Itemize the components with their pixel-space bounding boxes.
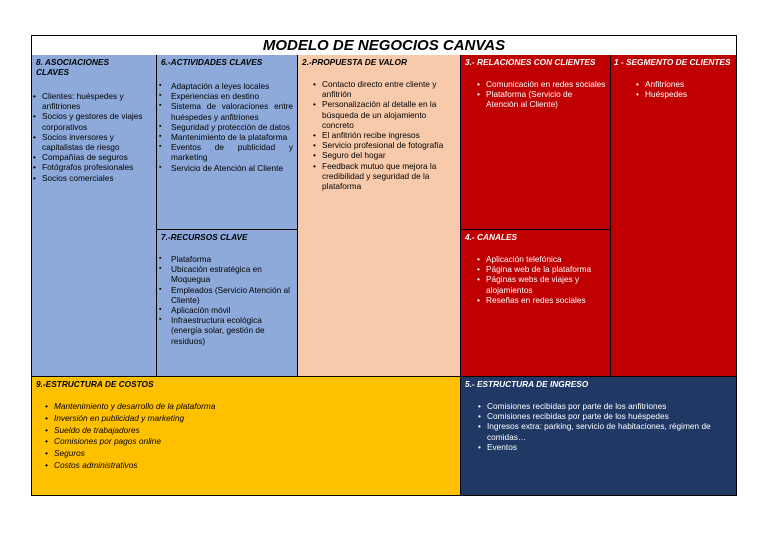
- list-item: ▪ Seguridad y protección de datos: [171, 122, 293, 132]
- key-activities-header: 6.-ACTIVIDADES CLAVES: [161, 57, 263, 67]
- key-resources-list: [157, 254, 297, 346]
- cost-structure-header: 9.-ESTRUCTURA DE COSTOS: [36, 379, 154, 389]
- list-item: • Huéspedes: [645, 89, 732, 99]
- revenue-streams-block: [461, 377, 736, 495]
- list-item: • Ingresos extra: parking, servicio de habitaciones, régimen de comidas…: [487, 421, 730, 441]
- list-item: ▪ Eventos de publicidad y marketing: [171, 142, 293, 162]
- key-resources-header: 7.-RECURSOS CLAVE: [161, 232, 248, 242]
- list-item: • Socios inversores y capitalistas de riesgo: [42, 132, 156, 152]
- list-item: • Costos administrativos: [54, 460, 456, 472]
- list-item: ▪ Servicio de Atención al Cliente: [171, 163, 293, 173]
- list-item: • Feedback mutuo que mejora la credibilidad y seguridad de la plataforma: [322, 161, 456, 192]
- list-item: • Comunicación en redes sociales: [486, 79, 606, 89]
- cost-structure-list: [32, 401, 460, 472]
- key-partners-block: [32, 55, 157, 377]
- list-item: ▪ Aplicación móvil: [171, 305, 293, 315]
- list-item: • Fotógrafos profesionales: [42, 162, 156, 172]
- channels-list: [461, 254, 610, 305]
- list-item: • Inversión en publicidad y marketing: [54, 413, 456, 425]
- list-item: • Eventos: [487, 442, 730, 452]
- list-item: ▪ Infraestructura ecológica (energía solar, gestión de residuos): [171, 315, 293, 346]
- revenue-streams-list: [461, 401, 736, 452]
- list-item: ▪ Empleados (Servicio Atención al Cliente): [171, 285, 293, 305]
- key-activities-block: [157, 55, 298, 230]
- list-item: ▪ Sistema de valoraciones entre huéspedes y anfitriones: [171, 101, 293, 121]
- customer-segments-block: [611, 55, 736, 377]
- list-item: • Página web de la plataforma: [486, 264, 606, 274]
- customer-relationships-header: 3.- RELACIONES CON CLIENTES: [465, 57, 596, 67]
- list-item: • Páginas webs de viajes y alojamientos: [486, 274, 606, 294]
- revenue-streams-header: 5.- ESTRUCTURA DE INGRESO: [465, 379, 589, 389]
- list-item: • Plataforma (Servicio de Atención al Cliente): [486, 89, 606, 109]
- customer-relationships-block: [461, 55, 611, 230]
- list-item: • Aplicación telefónica: [486, 254, 606, 264]
- list-item: • Comisiones recibidas por parte de los anfitriones: [487, 401, 730, 411]
- list-item: • Sueldo de trabajadores: [54, 425, 456, 437]
- list-item: • Mantenimiento y desarrollo de la plataforma: [54, 401, 456, 413]
- list-item: • Personalización al detalle en la búsqueda de un alojamiento concreto: [322, 99, 456, 130]
- list-item: • Servicio profesional de fotografía: [322, 140, 456, 150]
- list-item: ▪ Experiencias en destino: [171, 91, 293, 101]
- list-item: • El anfitrión recibe ingresos: [322, 130, 456, 140]
- customer-segments-list: [611, 79, 736, 99]
- list-item: ▪ Mantenimiento de la plataforma: [171, 132, 293, 142]
- key-partners-header: 8. ASOCIACIONES CLAVES: [36, 57, 109, 77]
- channels-header: 4.- CANALES: [465, 232, 518, 242]
- list-item: • Comisiones por pagos online: [54, 436, 456, 448]
- list-item: • Socios y gestores de viajes corporativos: [42, 111, 156, 131]
- list-item: • Seguro del hogar: [322, 150, 456, 160]
- list-item: • Reseñas en redes sociales: [486, 295, 606, 305]
- customer-segments-header: 1 - SEGMENTO DE CLIENTES: [614, 57, 731, 67]
- value-proposition-header: 2.-PROPUESTA DE VALOR: [302, 57, 407, 67]
- list-item: ▪ Plataforma: [171, 254, 293, 264]
- key-activities-list: [157, 81, 297, 173]
- value-proposition-block: [298, 55, 461, 377]
- business-model-canvas: [31, 35, 737, 496]
- key-resources-block: [157, 230, 298, 377]
- list-item: • Clientes: huéspedes y anfitriones: [42, 91, 156, 111]
- key-partners-list: [32, 91, 156, 183]
- list-item: • Anfitriones: [645, 79, 732, 89]
- list-item: • Seguros: [54, 448, 456, 460]
- list-item: • Contacto directo entre cliente y anfitrión: [322, 79, 456, 99]
- canvas-title: MODELO DE NEGOCIOS CANVAS: [32, 36, 736, 56]
- list-item: ▪ Ubicación estratégica en Moquegua: [171, 264, 293, 284]
- list-item: ▪ Adaptación a leyes locales: [171, 81, 293, 91]
- value-proposition-list: [298, 79, 460, 191]
- list-item: • Socios comerciales: [42, 173, 156, 183]
- list-item: • Compañías de seguros: [42, 152, 156, 162]
- channels-block: [461, 230, 611, 377]
- list-item: • Comisiones recibidas por parte de los huéspedes: [487, 411, 730, 421]
- cost-structure-block: [32, 377, 461, 495]
- customer-relationships-list: [461, 79, 610, 110]
